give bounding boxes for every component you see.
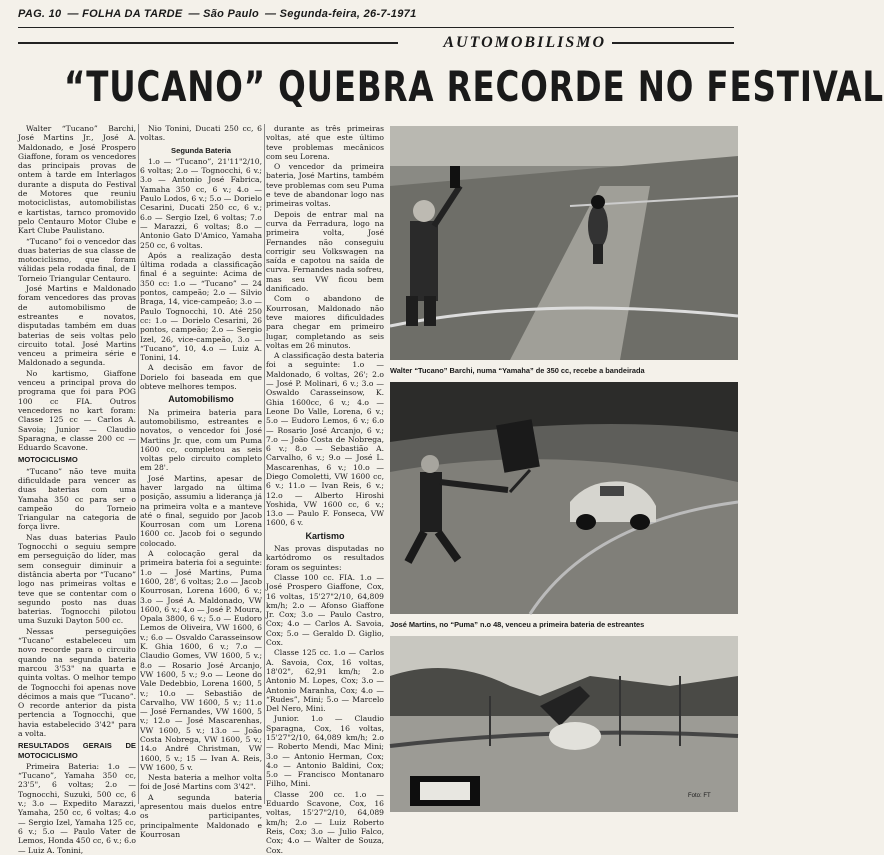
top-rule: [18, 27, 734, 28]
photo-credit: Foto: FT: [688, 793, 711, 799]
paragraph: Nas provas disputadas no kartódromo os resultados foram os seguintes:: [266, 544, 384, 572]
paragraph: A colocação geral da primeira bateria foi a seguinte: 1.o — José Martins, Puma 1600, 28', 6 voltas; 2.o — Jacob Kourrosan, Lorena 1600, 6 v.; 3.o — José A. Maldonado, VW 1600, 6 v.; 4.o — José P. Moura, Opala 3800, 6 v.; 5.o — Eudoro Lemos de Oliveira, VW 1600, 6 v.; 6.o — Osvaldo Carasseinsow K. Ghia 1600, 6 v.; 7.o — Claudio Gomes, VW 1600, 5 v.; 8.o — Rosario José Arcanjo, VW 1600, 5 v.; 9.o — Leone do Vale Dedebbio, Lorena 1600, 5 v.; 10.o — Sebastião de Carvalho, VW 1600, 5 v.; 11.o — José Fernandes, VW 1600, 5 v.; 12.o — José Mascarenhas, VW 1600, 5 v.; 13.o — João Costa Nobrega, VW 1600, 5 v.; 14.o André Christman, VW 1600, 5 v.; 15 — Ivan A. Reis, VW 1600, 5 v.: [140, 549, 262, 772]
paragraph: O vencedor da primeira bateria, José Martins, também teve problemas com seu Puma e teve de abandonar logo nas primeiras voltas.: [266, 162, 384, 209]
paragraph: Nas duas baterias Paulo Tognocchi o seguiu sempre em perseguição do líder, mas sem conseguir diminuir a distância aberta por “Tucano” logo nas primeiras voltas e teve que se contentar com o segundo posto nas duas baterias. Tognocchi pilotou uma Suzuki Dayton 500 cc.: [18, 532, 136, 626]
paragraph: Depois de entrar mal na curva da Ferradura, logo na primeira volta, José Fernandes não conseguiu corrigir seu Volkswagen na saída e capotou na saída de curva. Fernandes nada sofreu, mas seu VW ficou bem danificado.: [266, 209, 384, 294]
paragraph: Junior. 1.o — Claudio Sparagna, Cox, 16 voltas, 15'27"2/10, 64,089 km/h; 2.o — Roberto Mendi, Mac Mini; 3.o — Antonio Herman, Cox; 4.o — Antonio Baldini, Cox; 5.o — Francisco Montanaro Filho, Mini.: [266, 714, 384, 789]
photo-image: [390, 382, 738, 614]
subheading-motociclismo: MOTOCICLISMO: [18, 455, 78, 465]
article-column-1: [18, 124, 136, 855]
photo-image: [390, 126, 738, 360]
section-rule-left: [18, 42, 398, 44]
photo-image: [390, 636, 738, 812]
section-rule-right: [612, 42, 734, 44]
masthead: PAG. 10 — FOLHA DA TARDE — São Paulo — Segunda-feira, 26-7-1971: [18, 8, 417, 20]
caption-photo-2: José Martins, no “Puma” n.o 48, venceu a primeira bateria de estreantes: [390, 620, 645, 629]
article-column-3: [266, 124, 384, 855]
paragraph: José Martins e Maldonado foram vencedores das provas de automobilismo de estreantes e novatos, disputadas também em duas baterias de seis voltas pelo circuito total. José Martins venceu a primeira série e Maldonado a segunda.: [18, 284, 136, 368]
subheading-automobilismo: Automobilismo: [168, 394, 234, 405]
caption-photo-1: Walter “Tucano” Barchi, numa “Yamaha” de 350 cc, recebe a bandeirada: [390, 366, 645, 375]
paragraph: Na primeira bateria para automobilismo, estreantes e novatos, o vencedor foi José Martins Jr. que, com um Puma 1600 cc, completou as seis voltas pelo circuito completo em 28'.: [140, 407, 262, 473]
paragraph: durante as três primeiras voltas, até que este último teve problemas mecânicos com seu Lorena.: [266, 124, 384, 161]
city: São Paulo: [203, 8, 260, 20]
subheading-resultados: RESULTADOS GERAIS DE MOTOCICLISMO: [18, 741, 136, 760]
page-number: PAG. 10: [18, 8, 62, 20]
article-column-2: [140, 124, 262, 839]
column-rule: [138, 124, 139, 804]
paragraph: Classe 100 cc. FIA. 1.o — José Prospero Giaffone, Cox, 16 voltas, 15'27"2/10, 64,809 km/h; 2.o — Afonso Giaffone Jr. Cox; 3.o — Paulo Castro, Cox; 4.o — Carlos A. Savoia, Cox; 5.o — Geraldo D. Giglio, Cox.: [266, 572, 384, 648]
section-title: AUTOMOBILISMO: [443, 34, 606, 51]
paragraph: Nio Tonini, Ducati 250 cc, 6 voltas.: [140, 124, 262, 143]
paragraph: Nessas perseguições “Tucano” estabeleceu um novo recorde para o circuito quando na segunda bateria marcou 3'53" na quarta e quinta voltas. O melhor tempo de Tognocchi foi apenas nove décimos a mais que “Tucano”. O recorde anterior da pista pertencia a Tognocchi, que havia estabelecido 3'42" para a volta.: [18, 626, 136, 738]
headline: “TUCANO” QUEBRA RECORDE NO FESTIVAL: [64, 62, 884, 111]
paragraph: Classe 200 cc. 1.o — Eduardo Scavone, Cox, 16 voltas, 15'27"2/10, 64,089 km/h; 2.o — Luiz Roberto Reis, Cox; 3.o — Julio Falco, Cox; 4.o — Walter de Souza, Cox.: [266, 789, 384, 855]
column-rule: [264, 124, 265, 804]
paragraph: No kartismo, Giaffone venceu a principal prova do programa que foi para POG 100 cc FIA. Outros vencedores no kart foram: Classe 125 cc — Carlos A. Savoia; Junior — Claudio Sparagna, e classe 200 cc — Eduardo Scavone.: [18, 368, 136, 453]
paragraph: Classe 125 cc. 1.o — Carlos A. Savoia, Cox, 16 voltas, 18'02", 62,91 km/h; 2.o Antonio M. Lopes, Cox; 3.o — Antonio Maranha, Cox; 4.o — “Rudes”, Mini; 5.o — Marcelo Del Nero, Mini.: [266, 648, 384, 714]
photo-bandeirada: [390, 126, 738, 360]
paragraph: A segunda bateria apresentou mais duelos entre os participantes, principalmente Maldonado e Kourrosan: [140, 792, 262, 839]
photo-puma: [390, 382, 738, 614]
paragraph: A decisão em favor de Dorielo foi baseada em que obteve melhores tempos.: [140, 363, 262, 392]
paragraph: 1.o — “Tucano”, 21'11"2/10, 6 voltas; 2.o — Tognocchi, 6 v.; 3.o — Antonio José Fabrica, Yamaha 350 cc, 6 v.; 4.o — Paulo Lodos, 6 v.; 5.o — Dorielo Cesarini, Ducati 250 cc, 6 v.; 6.o — Sergio Izel, 6 voltas; 7.o — Marazzi, 6 voltas; 8.o — Antonio Gato D'Amico, Yamaha 250 cc, 6 voltas.: [140, 156, 262, 250]
subheading-segunda-bateria: Segunda Bateria: [171, 145, 231, 155]
paragraph: “Tucano” não teve muita dificuldade para vencer as duas baterias com uma Yamaha 350 cc para ser o campeão do Torneio Triangular na categoria de força livre.: [18, 466, 136, 532]
paragraph: Primeira Bateria: 1.o — “Tucano”, Yamaha 350 cc, 23'5", 6 voltas; 2.o — Tognocchi, Suzuki, 500 cc, 6 v.; 3.o — Expedito Marazzi, Yamaha, 250 cc, 6 voltas; 4.o — Sergio Izel, Yamaha 125 cc, 6 v.; 5.o — Paulo Vater de Lemos, Honda 450 cc, 6 v.; 6.o — Luiz A. Tonini,: [18, 761, 136, 855]
paragraph: José Martins, apesar de haver largado na última posição, assumiu a liderança já na primeira volta e a manteve até o final, seguido por Jacob Kourrosan com um Lorena 1600 cc. Jacob foi o segundo colocado.: [140, 473, 262, 548]
paragraph: Nesta bateria a melhor volta foi de José Martins com 3'42".: [140, 773, 262, 792]
paragraph: Com o abandono de Kourrosan, Maldonado não teve maiores dificuldades para chegar em primeiro lugar, completando as seis voltas em 26 minutos.: [266, 294, 384, 350]
photo-capotamento: [390, 636, 738, 812]
paragraph: A classificação desta bateria foi a seguinte: 1.o — Maldonado, 6 voltas, 26'; 2.o — José P. Molinari, 6 v.; 3.o — Oswaldo Carasseinsow, K. Ghia 1600cc, 6 v.; 4.o — Leone Do Valle, Lorena, 6 v.; 5.o — Eudoro Lemos, 6 v.; 6.o — Rosario José Arcanjo, 6 v.; 7.o — João Costa de Nobrega, 6 v.; 8.o — Sebastião A. Carvalho, 6 v.; 9.o — José L. Mascarenhas, 6 v.; 10.o — Diego Comoletti, VW 1600 cc, 6 v.; 11.o — Ivan Reis, 6 v.; 12.o — Alberto Hiroshi Yoshida, VW 1600 cc, 6 v.; 13.o — Paulo F. Fonseca, VW 1600, 6 v.: [266, 351, 384, 528]
paragraph: Após a realização desta última rodada a classificação final é a seguinte: Acima de 350 cc: 1.o — “Tucano” — 24 pontos, campeão; 2.o — Silvio Braga, 14, vice-campeão; 3.o — Paulo Tognocchi, 10. Até 250 cc: 1.o — Dorielo Cesarini, 26 pontos, campeão; 2.o — Sergio Izel, 26, vice-campeão, 3.o — “Tucano”, 10, 4.o — Luiz A. Tonini, 14.: [140, 250, 262, 363]
paragraph: Walter “Tucano” Barchi, José Martins Jr., José A. Maldonado, e José Prospero Giaffone, foram os vencedores das principais provas de ontem à tarde em Interlagos durante a disputa do Festival de Motores que reuniu motociclistas, automobilistas e kartistas, tarnco promovido pelo Centauro Motor Clube e Kart Clube Paulistano.: [18, 124, 136, 236]
date: Segunda-feira, 26-7-1971: [279, 8, 417, 20]
paper-name: FOLHA DA TARDE: [82, 8, 183, 20]
subheading-kartismo: Kartismo: [305, 530, 345, 541]
paragraph: “Tucano” foi o vencedor das duas baterias de sua classe de motociclismo, que foram válidas pela rodada final, de I Torneio Triangular Centauro.: [18, 236, 136, 283]
